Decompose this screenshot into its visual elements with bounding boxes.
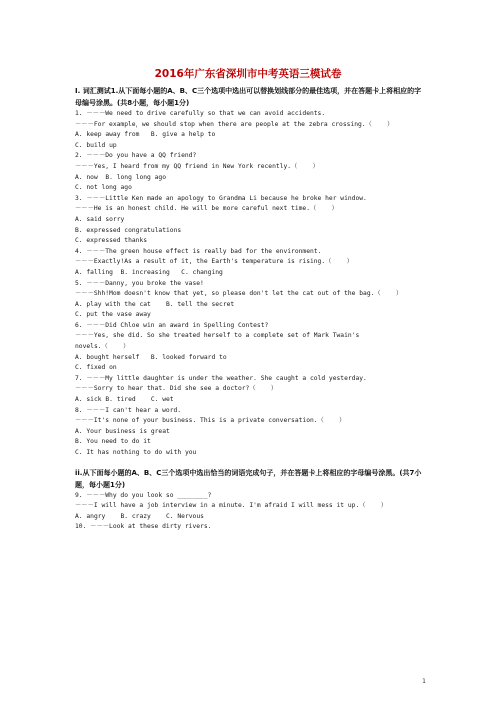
question-line: 6. －－－Did Chloe win an award in Spelling Contest? — [75, 321, 269, 329]
exam-content — [75, 85, 427, 533]
question-line: 10. －－－Look at these dirty rivers. — [75, 523, 212, 531]
question-line: －－－Yes, I heard from my QQ friend in New York recently.（ ） — [75, 162, 319, 170]
question-line: 5. －－－Danny, you broke the vase! — [75, 279, 204, 287]
question-line: C. fixed on — [75, 364, 117, 372]
section-heading: ii.从下面每小题的A、B、C三个选项中选出恰当的词语完成句子，并在答题卡上将相应的字母编号涂黑。(共7小题，每小题1分) — [75, 468, 422, 489]
question-line: C. put the vase away — [75, 311, 151, 319]
question-line: －－－Exactly!As a result of it, the Earth's temperature is rising.（ ） — [75, 258, 353, 266]
question-line: C. It has nothing to do with you — [75, 449, 197, 456]
question-line: A. Your business is great — [75, 427, 170, 435]
question-line: C. expressed thanks — [75, 237, 148, 245]
question-line: A. now B. long long ago — [75, 173, 166, 181]
question-list — [75, 109, 427, 459]
question-list — [75, 491, 427, 533]
question-line: C. build up — [75, 141, 117, 149]
question-line: A. keep away from B. give a help to — [75, 131, 216, 139]
question-line: 9. －－－Why do you look so ________? — [75, 491, 212, 499]
page-number: 1 — [422, 678, 426, 685]
question-line: A. falling B. increasing C. changing — [75, 268, 223, 276]
question-line: 2. －－－Do you have a QQ friend? — [75, 152, 197, 160]
question-line: －－－I will have a job interview in a minute. I'm afraid I will mess it up.（ ） — [75, 502, 388, 510]
question-line: 1. －－－We need to drive carefully so that we can avoid accidents. — [75, 110, 326, 117]
question-line: －－－Shh!Mom doesn't know that yet, so please don't let the cat out of the bag.（ ） — [75, 290, 403, 298]
question-line: 4. －－－The green house effect is really bad for the environment. — [75, 247, 322, 255]
question-line: －－－Yes, she did. So she treated herself to a complete set of Mark Twain's — [75, 332, 360, 340]
question-line: －－－For example，we should stop when there are people at the zebra crossing.（ ） — [75, 120, 394, 128]
question-line: 7. －－－My little daughter is under the weather. She caught a cold yesterday. — [75, 374, 367, 382]
question-line: －－－He is an honest child. He will be more careful next time.（ ） — [75, 205, 338, 213]
section-heading: I. 词汇测试1.从下面每小题的A、B、C三个选项中选出可以替换划线部分的最佳选项，并在答题卡上将相应的字母编号涂黑。(共8小题，每小题1分) — [75, 87, 422, 107]
question-line: novels.（ ） — [75, 343, 130, 351]
question-line: 3. －－－Little Ken made an apology to Grandma Li because he broke her window. — [75, 194, 367, 202]
question-line: C. not long ago — [75, 184, 132, 192]
question-line: A. bought herself B. looked forward to — [75, 353, 227, 361]
question-line: －－－It's none of your business. This is a private conversation.（ ） — [75, 417, 346, 425]
section-gap — [75, 459, 427, 467]
question-line: A. said sorry — [75, 215, 125, 223]
question-line: A. sick B. tired C. wet — [75, 396, 174, 404]
page-title: 2016年广东省深圳市中考英语三模试卷 — [154, 68, 342, 80]
question-line: B. You need to do it — [75, 438, 151, 446]
question-line: A. play with the cat B. tell the secret — [75, 300, 235, 308]
question-line: －－－Sorry to hear that. Did she see a doctor?（ ） — [75, 385, 278, 393]
question-line: 8. －－－I can't hear a word. — [75, 406, 182, 414]
question-line: B. expressed congratulations — [75, 226, 182, 234]
question-line: A. angry B. crazy C. Nervous — [75, 512, 204, 520]
